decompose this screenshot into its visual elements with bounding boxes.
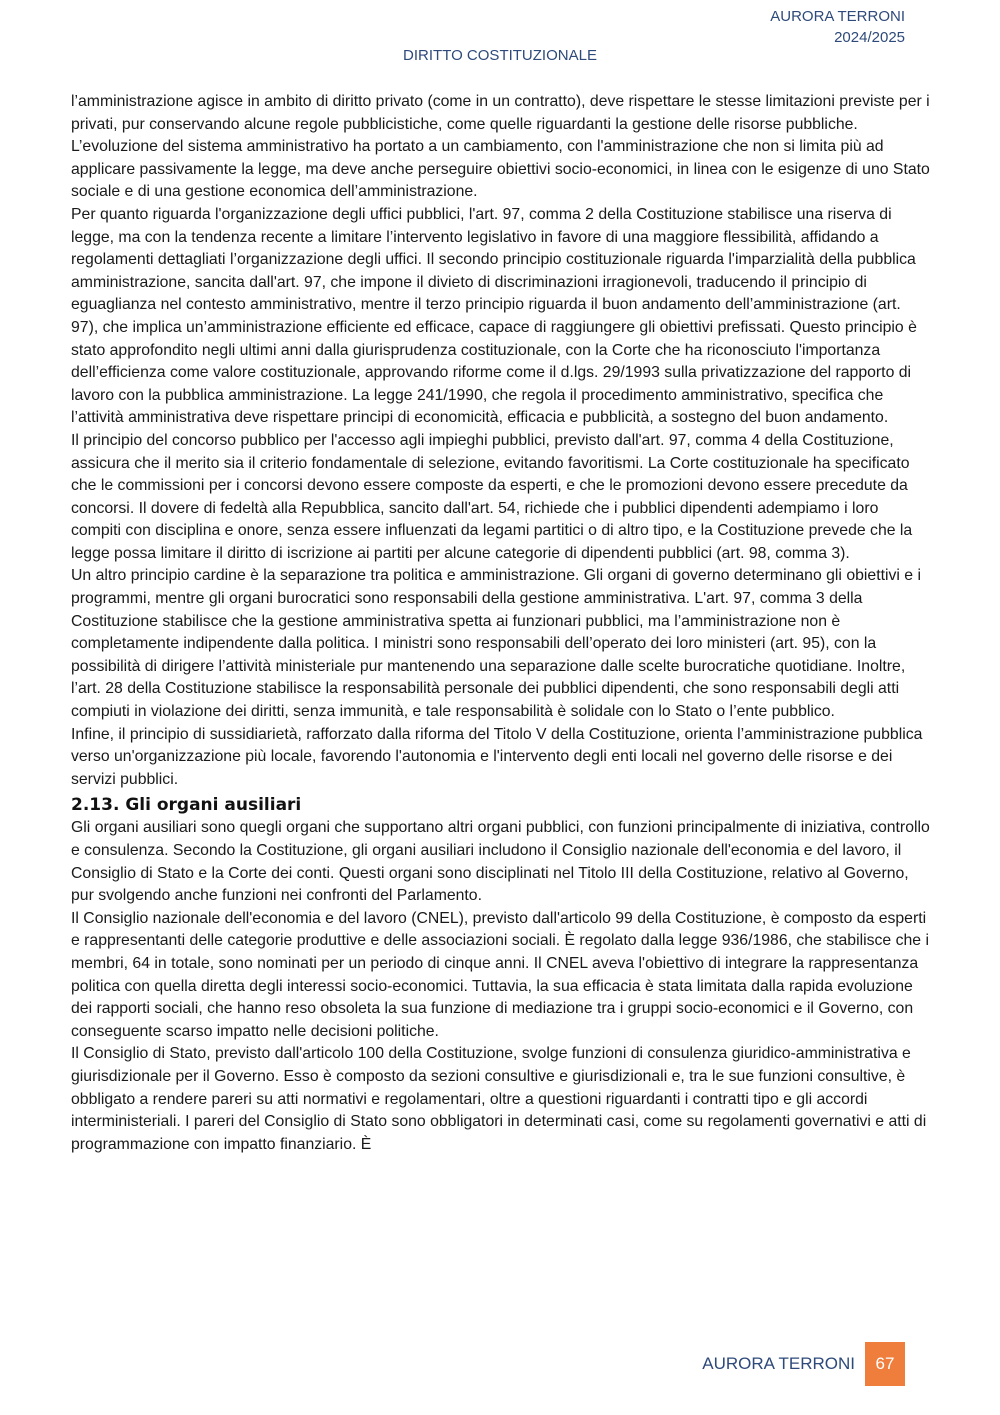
paragraph: Il Consiglio di Stato, previsto dall'articolo 100 della Costituzione, svolge funzioni di consulenza giuridico-amministrativa e giurisdizionale per il Governo. Esso è composto da sezioni consultive e giurisdizionali e, tra le sue funzioni consultive, è obbligato a rendere pareri su atti normativi e regolamentari, oltre a questioni riguardanti i contratti tipo e gli accordi interministeriali. I pareri del Consiglio di Stato sono obbligatori in determinati casi, come su regolamenti governativi e atti di programmazione con impatto finanziario. È (71, 1045, 927, 1153)
footer-author: AURORA TERRONI (702, 1354, 855, 1373)
header-author: AURORA TERRONI (770, 8, 905, 25)
paragraph: Il principio del concorso pubblico per l'accesso agli impieghi pubblici, previsto dall'art. 97, comma 4 della Costituzione, assicura che il merito sia il criterio fondamentale di selezione, evitando favoritismi. La Corte costituzionale ha specificato che le commissioni per i concorsi devono essere composte da esperti, e che le promozioni devono essere precedute da concorsi. Il dovere di fedeltà alla Repubblica, sancito dall'art. 54, richiede che i pubblici dipendenti adempiamo i loro compiti con disciplina e onore, senza essere influenzati da legami partitici o di altro tipo, e la Costituzione prevede che la legge possa limitare il diritto di iscrizione ai partiti per alcune categorie di dipendenti pubblici (art. 98, comma 3). (71, 431, 913, 562)
paragraph: Gli organi ausiliari sono quegli organi che supportano altri organi pubblici, con funzioni principalmente di iniziativa, controllo e consulenza. Secondo la Costituzione, gli organi ausiliari includono il Consiglio nazionale dell'economia e del lavoro, il Consiglio di Stato e la Corte dei conti. Questi organi sono disciplinati nel Titolo III della Costituzione, relativo al Governo, pur svolgendo anche funzioni nei confronti del Parlamento. (71, 819, 930, 905)
paragraph: Infine, il principio di sussidiarietà, rafforzato dalla riforma del Titolo V della Costituzione, orienta l’amministrazione pubblica verso un'organizzazione più locale, favorendo l'autonomia e l'intervento degli enti locali nel governo delle risorse e dei servizi pubblici. (71, 725, 923, 788)
paragraph: Un altro principio cardine è la separazione tra politica e amministrazione. Gli organi di governo determinano gli obiettivi e i programmi, mentre gli organi burocratici sono responsabili della gestione amministrativa. L'art. 97, comma 3 della Costituzione stabilisce che la gestione amministrativa spetta ai funzionari pubblici, ma l’amministrazione non è completamente indipendente dalla politica. I ministri sono responsabili dell’operato dei loro ministeri (art. 95), con la possibilità di dirigere l’attività ministeriale pur mantenendo una separazione dalle scelte burocratiche quotidiane. Inoltre, l’art. 28 della Costituzione stabilisce la responsabilità personale dei pubblici dipendenti, che sono responsabili degli atti compiuti in violazione dei diritti, senza immunità, e tale responsabilità è solidale con lo Stato o l’ente pubblico. (71, 567, 921, 721)
paragraph: Per quanto riguarda l'organizzazione degli uffici pubblici, l'art. 97, comma 2 della Costituzione stabilisce una riserva di legge, ma con la tendenza recente a limitare l’intervento legislativo in favore di una maggiore flessibilità, affidando a regolamenti dettagliati l’organizzazione degli uffici. Il secondo principio costituzionale riguarda l'imparzialità della pubblica amministrazione, sancita dall'art. 97, che impone il divieto di discriminazioni irragionevoli, traducendo il principio di eguaglianza nel contesto amministrativo, mentre il terzo principio riguarda il buon andamento dell’amministrazione (art. 97), che implica un’amministrazione efficiente ed efficace, capace di raggiungere gli obiettivi prefissati. Questo principio è stato approfondito negli ultimi anni dalla giurisprudenza costituzionale, con la Corte che ha riconosciuto l'importanza dell’efficienza come valore costituzionale, approvando riforme come il d.lgs. 29/1993 sulla privatizzazione del rapporto di lavoro con la pubblica amministrazione. La legge 241/1990, che regola il procedimento amministrativo, specifica che l’attività amministrativa deve rispettare principi di economicità, efficacia e pubblicità, a sostegno del buon andamento. (71, 205, 917, 427)
page-number-badge: 67 (865, 1342, 905, 1386)
page-body (71, 91, 931, 1156)
paragraph: l’amministrazione agisce in ambito di diritto privato (come in un contratto), deve rispettare le stesse limitazioni previste per i privati, pur conservando alcune regole pubblicistiche, come quelle riguardanti la gestione delle risorse pubbliche. L’evoluzione del sistema amministrativo ha portato a un cambiamento, con l'amministrazione che non si limita più ad applicare passivamente la legge, ma deve anche perseguire obiettivi socio-economici, in linea con le esigenze di uno Stato sociale e di una gestione economica dell’amministrazione. (71, 93, 930, 201)
paragraph: Il Consiglio nazionale dell'economia e del lavoro (CNEL), previsto dall'articolo 99 della Costituzione, è composto da esperti e rappresentanti delle categorie produttive e delle associazioni sociali. È regolato dalla legge 936/1986, che stabilisce che i membri, 64 in totale, sono nominati per un periodo di cinque anni. Il CNEL aveva l'obiettivo di integrare la rappresentanza politica con quella diretta degli interessi socio-economici. Tuttavia, la sua efficacia è stata limitata dalla rapida evoluzione dei rapporti sociali, che hanno reso obsoleta la sua funzione di mediazione tra i gruppi socio-economici e il Governo, con conseguente scarso impatto nelle decisioni politiche. (71, 909, 929, 1040)
header-course-title: DIRITTO COSTITUZIONALE (403, 47, 597, 64)
header-year: 2024/2025 (834, 29, 905, 46)
header-author-block (770, 6, 905, 48)
section-heading: 2.13. Gli organi ausiliari (71, 795, 302, 816)
